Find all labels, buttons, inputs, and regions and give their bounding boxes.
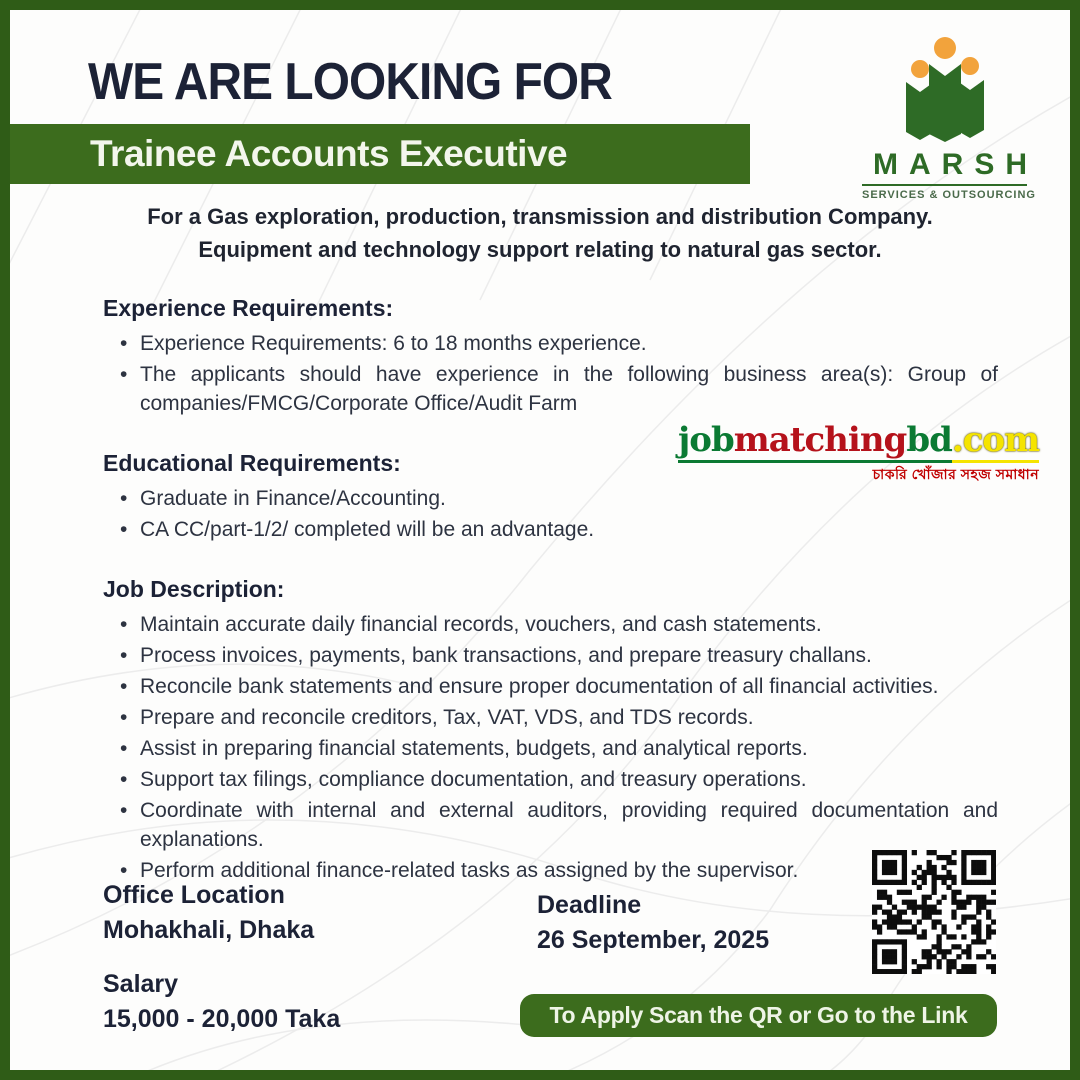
office-location-label: Office Location [103, 881, 285, 909]
watermark-part-job: job [678, 420, 734, 463]
logo-tagline: SERVICES & OUTSOURCING [862, 189, 1036, 201]
section-heading: Experience Requirements: [103, 295, 394, 321]
watermark-bengali-tagline: চাকরি খোঁজার সহজ সমাধান [872, 466, 1040, 482]
eyebrow-title: WE ARE LOOKING FOR [88, 53, 612, 111]
section-heading: Educational Requirements: [103, 450, 401, 476]
job-title: Trainee Accounts Executive [90, 133, 568, 174]
deadline-label: Deadline [537, 891, 642, 919]
company-logo [862, 36, 1038, 201]
deadline-value: 26 September, 2025 [537, 926, 770, 954]
section-experience-requirements [103, 295, 998, 418]
bullet-item: • Support tax filings, compliance documentation, and treasury operations. [103, 765, 998, 794]
deadline-block [537, 888, 769, 958]
bullet-item: • Assist in preparing financial statements, budgets, and analytical reports. [103, 734, 998, 763]
salary-block [103, 967, 340, 1037]
jobmatchingbd-watermark [678, 420, 1039, 487]
job-details [103, 295, 998, 917]
watermark-part-com: .com [952, 420, 1039, 463]
bullet-item: • Graduate in Finance/Accounting. [103, 484, 998, 513]
qr-code [872, 850, 996, 974]
intro-line-1: For a Gas exploration, production, transmission and distribution Company. [147, 204, 933, 229]
office-location-block [103, 878, 314, 948]
bullet-item: • Reconcile bank statements and ensure proper documentation of all financial activities. [103, 672, 998, 701]
bullet-item: • CA CC/part-1/2/ completed will be an advantage. [103, 515, 998, 544]
bullet-item: • Coordinate with internal and external auditors, providing required documentation and explanations. [103, 796, 998, 854]
watermark-part-bd: bd [906, 420, 952, 463]
bullet-item: • Process invoices, payments, bank transactions, and prepare treasury challans. [103, 641, 998, 670]
bullet-item: • Maintain accurate daily financial records, vouchers, and cash statements. [103, 610, 998, 639]
watermark-part-matching: matching [734, 420, 907, 463]
apply-button[interactable]: To Apply Scan the QR or Go to the Link [520, 994, 997, 1037]
job-title-banner [10, 124, 750, 184]
bullet-item: • Prepare and reconcile creditors, Tax, VAT, VDS, and TDS records. [103, 703, 998, 732]
bullet-item: • Experience Requirements: 6 to 18 months experience. [103, 329, 998, 358]
bullet-list [103, 610, 998, 885]
logo-name: MARSH [862, 148, 1027, 186]
office-location-value: Mohakhali, Dhaka [103, 916, 315, 944]
bullet-list [103, 329, 998, 418]
watermark-domain [678, 420, 1039, 460]
bullet-item: • Perform additional finance-related tasks as assigned by the supervisor. [103, 856, 998, 885]
bullet-item: • The applicants should have experience in the following business area(s): Group of companies/FMCG/Corporate Office/Audit Farm [103, 360, 998, 418]
intro-line-2: Equipment and technology support relating to natural gas sector. [198, 237, 882, 262]
salary-value: 15,000 - 20,000 Taka [103, 1005, 341, 1033]
logo-people-books-icon [885, 36, 1005, 144]
bullet-list [103, 484, 998, 544]
salary-label: Salary [103, 970, 179, 998]
company-intro [10, 200, 1070, 266]
section-job-description [103, 576, 998, 885]
section-heading: Job Description: [103, 576, 285, 602]
